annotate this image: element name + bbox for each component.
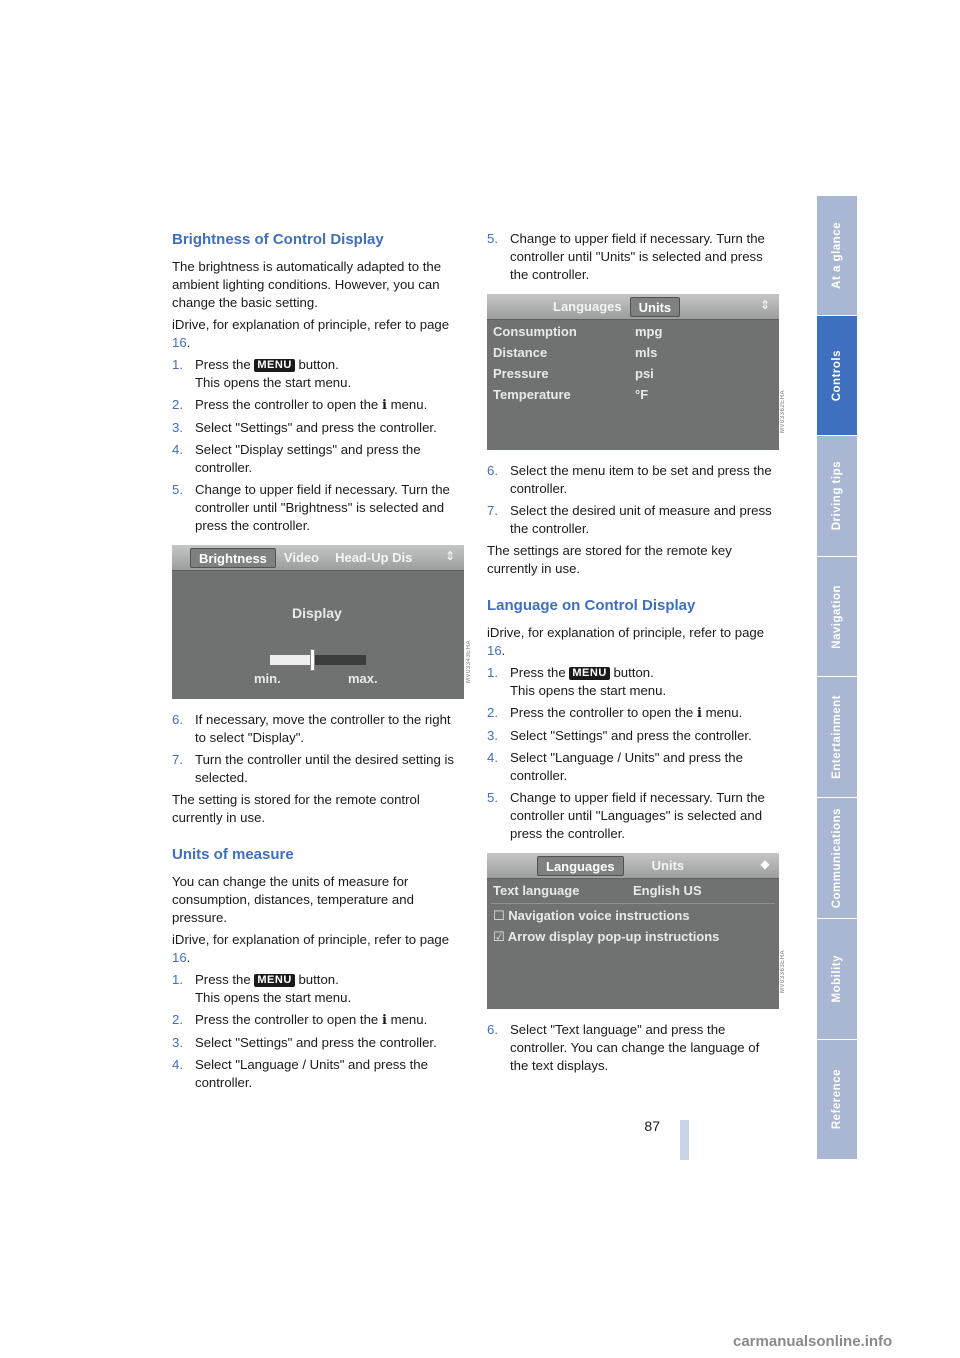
max-label: max. <box>348 671 378 686</box>
checkbox-unchecked-icon: ☐ <box>493 908 505 923</box>
unit-row-label: Distance <box>493 345 548 360</box>
sidebar-item-navigation[interactable]: Navigation <box>817 557 857 677</box>
image-code: MV03343EHA <box>466 640 472 684</box>
units-idrive-ref: iDrive, for explanation of principle, refer to page 16. <box>172 932 450 965</box>
language-idrive-ref: iDrive, for explanation of principle, refer to page 16. <box>487 625 765 658</box>
info-icon: i <box>381 1013 387 1028</box>
tab-head-up: Head-Up Dis <box>335 549 413 565</box>
list-item: 1. Press the MENU button. This opens the start menu. <box>172 357 352 390</box>
row-divider <box>491 903 775 904</box>
checkbox-row: ☑ Arrow display pop-up instructions <box>493 929 720 944</box>
checkbox-checked-icon: ☑ <box>493 929 505 944</box>
list-item: 5. Change to upper field if necessary. Turn the controller until "Brightness" is selected and press the controller. <box>172 482 450 533</box>
screen-tab-bar <box>172 545 464 571</box>
text-language-value: English US <box>633 883 702 898</box>
sidebar-item-reference[interactable]: Reference <box>817 1040 857 1160</box>
menu-button-icon: MENU <box>254 974 294 987</box>
list-item: 5. Change to upper field if necessary. Turn the controller until "Units" is selected and press the controller. <box>487 231 765 282</box>
brightness-intro: The brightness is automatically adapted to the ambient lighting conditions. However, you can change the basic setting. <box>172 259 442 310</box>
list-item: 1. Press the MENU button. This opens the start menu. <box>487 665 667 698</box>
list-item: 6. If necessary, move the controller to the right to select "Display". <box>172 712 451 745</box>
list-item: 3. Select "Settings" and press the controller. <box>172 420 437 435</box>
tab-video: Video <box>283 549 320 565</box>
units-intro: You can change the units of measure for consumption, distances, temperature and pressure. <box>172 874 414 925</box>
list-item: 5. Change to upper field if necessary. Turn the controller until "Languages" is selected and press the controller. <box>487 790 765 841</box>
tab-brightness: Brightness <box>190 548 276 568</box>
brightness-slider <box>270 655 366 665</box>
tab-languages: Languages <box>537 856 624 876</box>
unit-row-value: mls <box>635 345 658 360</box>
page-link[interactable]: 16 <box>172 335 187 350</box>
sidebar-item-entertainment[interactable]: Entertainment <box>817 677 857 798</box>
list-item: 2. Press the controller to open the i menu. <box>172 397 428 413</box>
units-steps-final <box>487 462 779 538</box>
sidebar-item-driving-tips[interactable]: Driving tips <box>817 436 857 557</box>
tab-languages: Languages <box>553 298 622 314</box>
list-item: 6. Select the menu item to be set and press the controller. <box>487 463 772 496</box>
brightness-stored: The setting is stored for the remote control currently in use. <box>172 792 420 825</box>
tab-units: Units <box>651 857 685 873</box>
page-link[interactable]: 16 <box>487 643 502 658</box>
sidebar-item-controls[interactable]: Controls <box>817 316 857 436</box>
image-code: MV03363EHA <box>780 950 786 994</box>
image-code: MV03362EHA <box>780 390 786 434</box>
screen-tab-bar <box>487 294 779 320</box>
min-label: min. <box>254 671 281 686</box>
language-screen <box>487 853 779 1009</box>
unit-row-value: °F <box>635 387 649 402</box>
unit-row-value: psi <box>635 366 654 381</box>
unit-row-label: Consumption <box>493 324 577 339</box>
site-watermark: carmanualsonline.info <box>733 1333 893 1350</box>
sidebar-item-at-a-glance[interactable]: At a glance <box>817 196 857 316</box>
menu-button-icon: MENU <box>569 667 609 680</box>
screen-tab-bar <box>487 853 779 879</box>
brightness-steps <box>172 356 464 535</box>
list-item: 3. Select "Settings" and press the controller. <box>172 1035 437 1050</box>
language-steps <box>487 664 779 843</box>
list-item: 2. Press the controller to open the i menu. <box>172 1012 428 1028</box>
brightness-idrive-ref: iDrive, for explanation of principle, refer to page 16. <box>172 317 450 350</box>
units-heading: Units of measure <box>172 846 294 863</box>
section-sidebar <box>817 196 857 1160</box>
brightness-steps-cont <box>172 711 464 787</box>
list-item: 2. Press the controller to open the i menu. <box>487 705 743 721</box>
text-language-label: Text language <box>493 883 580 898</box>
units-steps <box>172 971 464 1092</box>
sidebar-item-communications[interactable]: Communications <box>817 798 857 919</box>
controller-icon: ◆ <box>760 857 770 871</box>
units-stored: The settings are stored for the remote key currently in use. <box>487 543 732 576</box>
page-tab-marker <box>680 1120 689 1160</box>
unit-row-label: Pressure <box>493 366 549 381</box>
brightness-heading: Brightness of Control Display <box>172 231 384 248</box>
checkbox-row: ☐ Navigation voice instructions <box>493 908 690 923</box>
list-item: 4. Select "Language / Units" and press the controller. <box>487 750 743 783</box>
slider-fill <box>270 655 313 665</box>
menu-button-icon: MENU <box>254 359 294 372</box>
list-item: 7. Turn the controller until the desired setting is selected. <box>172 752 454 785</box>
language-heading: Language on Control Display <box>487 597 696 614</box>
tab-units: Units <box>630 297 681 317</box>
slider-knob <box>310 649 315 671</box>
sidebar-item-mobility[interactable]: Mobility <box>817 919 857 1040</box>
unit-row-value: mpg <box>635 324 663 339</box>
units-steps-cont <box>487 230 779 284</box>
brightness-screen <box>172 545 464 699</box>
list-item: 7. Select the desired unit of measure and press the controller. <box>487 503 772 536</box>
info-icon: i <box>696 706 702 721</box>
left-column <box>172 230 464 1096</box>
right-column <box>487 230 779 1079</box>
units-screen <box>487 294 779 450</box>
unit-row-label: Temperature <box>493 387 571 402</box>
language-steps-final <box>487 1021 779 1075</box>
scroll-arrows-icon: ⇕ <box>444 549 456 563</box>
list-item: 1. Press the MENU button. This opens the start menu. <box>172 972 352 1005</box>
list-item: 4. Select "Language / Units" and press the controller. <box>172 1057 428 1090</box>
info-icon: i <box>381 398 387 413</box>
page-number: 87 <box>644 1118 660 1134</box>
list-item: 3. Select "Settings" and press the controller. <box>487 728 752 743</box>
page-link[interactable]: 16 <box>172 950 187 965</box>
display-label: Display <box>292 605 342 621</box>
scroll-arrows-icon: ⇕ <box>759 298 771 312</box>
list-item: 6. Select "Text language" and press the controller. You can change the language of the text displays. <box>487 1022 760 1073</box>
list-item: 4. Select "Display settings" and press the controller. <box>172 442 421 475</box>
